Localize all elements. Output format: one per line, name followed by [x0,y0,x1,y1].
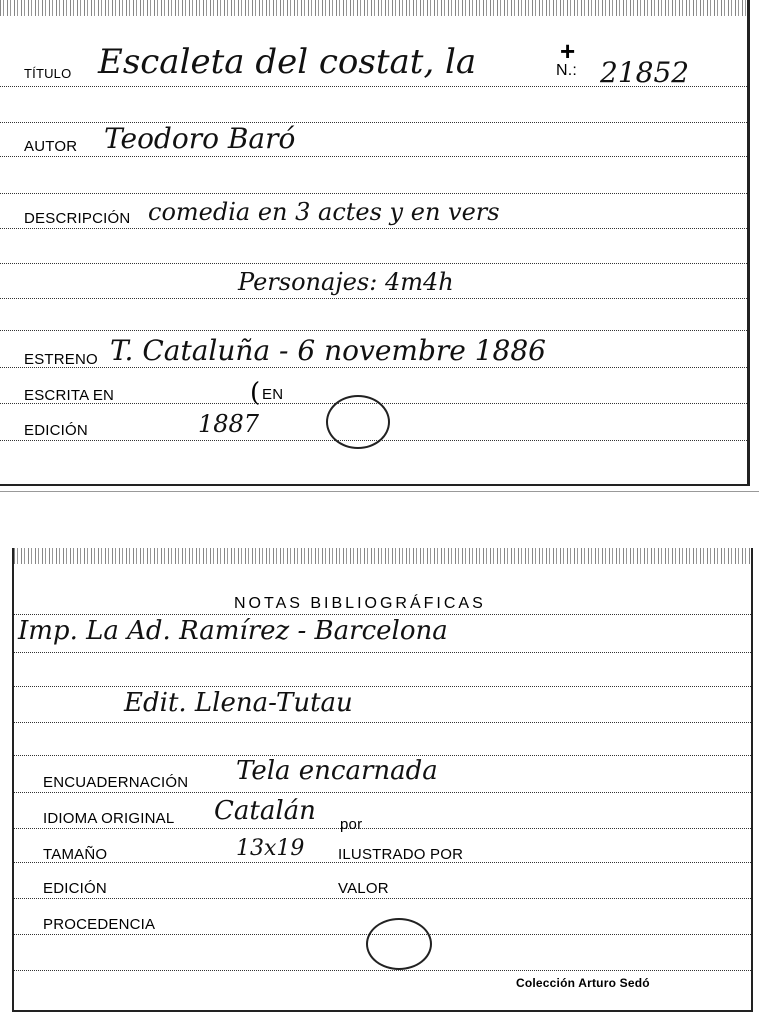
ilustrado-por-label: ILUSTRADO POR [338,846,464,863]
edicion-value: 1887 [198,410,260,438]
handwritten-mark: ( [250,378,261,408]
edicion-label-back: EDICIÓN [43,880,107,897]
rule-line [14,970,751,971]
descripcion-value: comedia en 3 actes y en vers [148,198,500,226]
edicion-label: EDICIÓN [24,422,88,439]
catalog-card-back [12,548,753,1012]
rule-line [0,156,747,157]
estreno-label: ESTRENO [24,351,98,368]
notas-heading: NOTAS BIBLIOGRÁFICAS [234,595,486,612]
editorial-value: Edit. Llena-Tutau [124,688,353,718]
cross-mark: + [560,36,576,66]
catalog-card-front [0,0,750,486]
autor-value: Teodoro Baró [104,122,296,155]
rule-line [14,686,751,687]
library-stamp [366,918,432,970]
titulo-label: TÍTULO [24,66,72,81]
rule-line [14,792,751,793]
tamano-label: TAMAÑO [43,846,108,863]
rule-line [0,263,747,264]
numero-label: N.: [556,62,578,79]
encuadernacion-label: ENCUADERNACIÓN [43,774,189,791]
escrita-en-label: ESCRITA EN [24,387,115,404]
rule-line [14,722,751,723]
collection-footer: Colección Arturo Sedó [516,976,650,990]
rule-line [14,828,751,829]
rule-line [0,367,747,368]
rule-line [0,330,747,331]
library-stamp [326,395,390,449]
rule-line [0,193,747,194]
rule-line [14,614,751,615]
rule-line [14,652,751,653]
titulo-value: Escaleta del costat, la [98,42,477,82]
procedencia-label: PROCEDENCIA [43,916,156,933]
rule-line [0,298,747,299]
por-label: por [340,816,363,833]
estreno-value: T. Cataluña - 6 novembre 1886 [110,334,546,367]
idioma-original-value: Catalán [214,796,316,826]
autor-label: AUTOR [24,138,78,155]
imprenta-value: Imp. La Ad. Ramírez - Barcelona [18,616,448,646]
card-edge-texture [0,0,747,16]
personajes-value: Personajes: 4m4h [238,268,454,296]
card-separator [0,491,759,492]
card-edge-texture [14,548,751,564]
en-label: EN [262,386,284,403]
descripcion-label: DESCRIPCIÓN [24,210,131,227]
valor-label: VALOR [338,880,389,897]
tamano-value: 13x19 [236,836,305,861]
idioma-original-label: IDIOMA ORIGINAL [43,810,175,827]
rule-line [0,228,747,229]
rule-line [14,898,751,899]
encuadernacion-value: Tela encarnada [236,756,438,786]
numero-value: 21852 [600,56,690,89]
